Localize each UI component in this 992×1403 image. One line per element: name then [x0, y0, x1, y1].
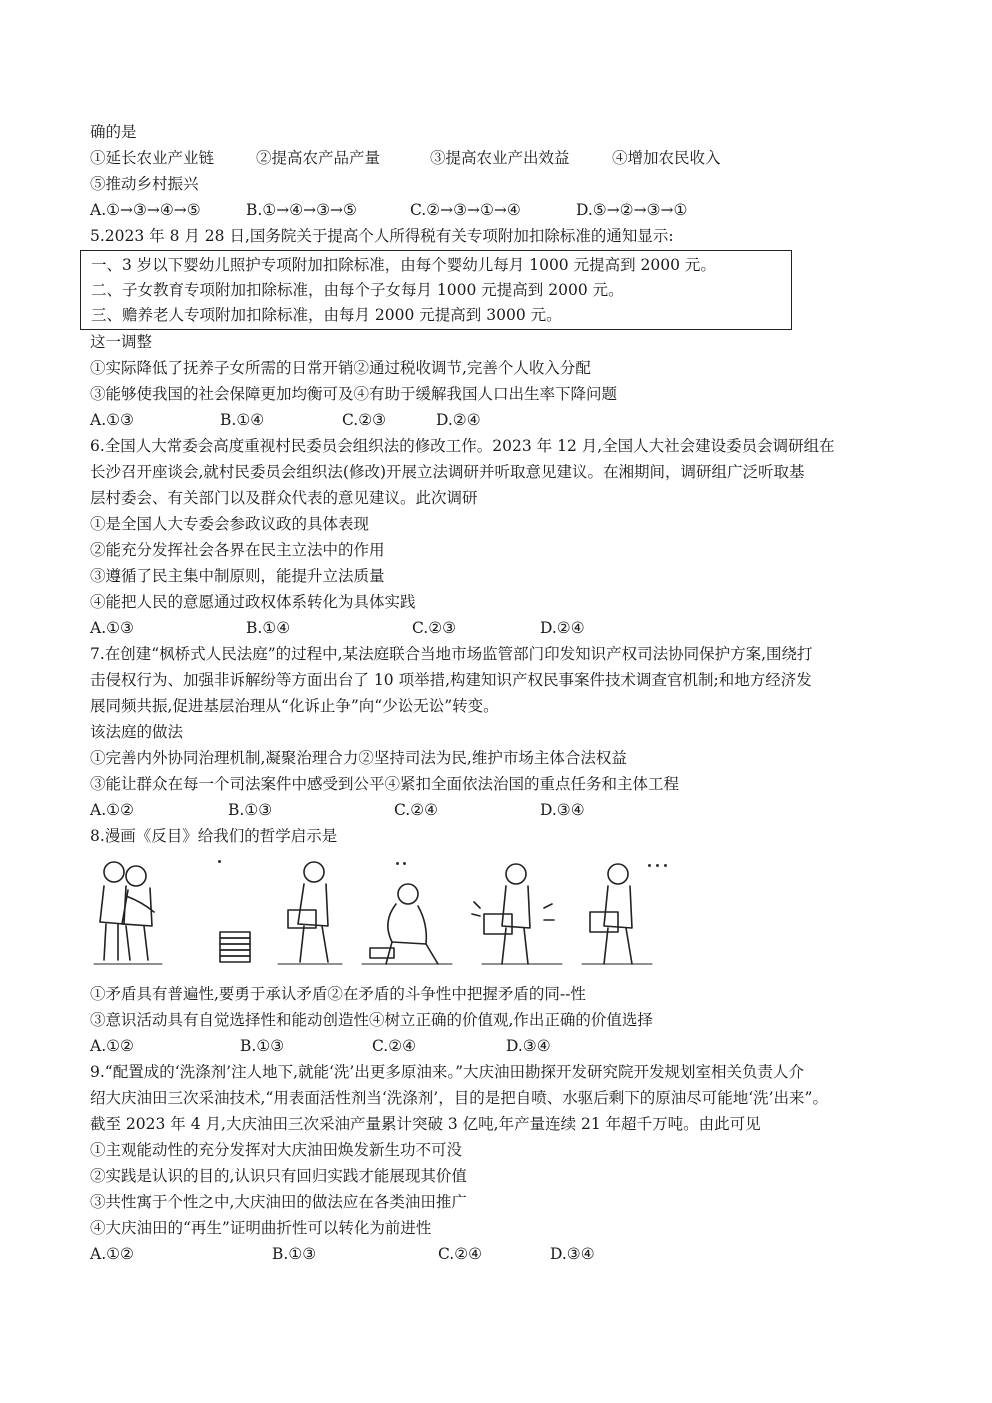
comic-dot [218, 860, 221, 863]
q9-stem-line-1: 9.“配置成的‘洗涤剂’注人地下,就能‘洗’出更多原油来。”大庆油田勘探开发研究院开发规划室相关负责人介 [90, 1063, 805, 1081]
comic-dot [403, 862, 406, 865]
q7-items-line-1: ①完善内外协同治理机制,凝聚治理合力②坚持司法为民,维护市场主体合法权益 [90, 749, 627, 767]
q9-option-c: C.②④ [438, 1245, 483, 1263]
comic-dot [648, 864, 651, 867]
q6-option-c: C.②③ [412, 619, 457, 637]
q5-box-line-2: 二、子女教育专项附加扣除标准，由每个子女每月 1000 元提高到 2000 元。 [91, 281, 624, 299]
q7-lead: 该法庭的做法 [90, 723, 184, 741]
q9-item-4: ④大庆油田的“再生”证明曲折性可以转化为前进性 [90, 1219, 432, 1237]
q9-option-d: D.③④ [550, 1245, 595, 1263]
q4-item-5: ⑤推动乡村振兴 [90, 175, 199, 193]
q4-item-4: ④增加农民收入 [612, 149, 721, 167]
q7-option-a: A.①② [90, 801, 134, 819]
q8-items-line-2: ③意识活动具有自觉选择性和能动创造性④树立正确的价值观,作出正确的价值选择 [90, 1011, 653, 1029]
q6-stem-line-3: 层村委会、有关部门以及群众代表的意见建议。此次调研 [90, 489, 478, 507]
q8-option-b: B.①③ [240, 1037, 285, 1055]
q8-option-d: D.③④ [506, 1037, 551, 1055]
q9-item-1: ①主观能动性的充分发挥对大庆油田焕发新生功不可没 [90, 1141, 463, 1159]
comic-illustration [92, 852, 682, 972]
q7-items-line-2: ③能让群众在每一个司法案件中感受到公平④紧扣全面依法治国的重点任务和主体工程 [90, 775, 680, 793]
q4-item-3: ③提高农业产出效益 [430, 149, 570, 167]
q7-option-b: B.①③ [228, 801, 273, 819]
q7-option-c: C.②④ [394, 801, 439, 819]
q4-option-c: C.②→③→①→④ [410, 201, 521, 219]
q5-option-d: D.②④ [436, 411, 481, 429]
q4-option-b: B.①→④→③→⑤ [246, 201, 357, 219]
q6-stem-line-2: 长沙召开座谈会,就村民委员会组织法(修改)开展立法调研并听取意见建议。在湘期间，调研组广泛听取基 [90, 463, 805, 481]
q4-item-2: ②提高农产品产量 [256, 149, 381, 167]
comic-dot [396, 862, 399, 865]
q5-material-box [80, 250, 792, 330]
comic-dot [656, 864, 659, 867]
q9-item-2: ②实践是认识的目的,认识只有回归实践才能展现其价值 [90, 1167, 467, 1185]
q5-option-b: B.①④ [220, 411, 265, 429]
q5-lead: 这一调整 [90, 333, 153, 351]
q8-items-line-1: ①矛盾具有普遍性,要勇于承认矛盾②在矛盾的斗争性中把握矛盾的同--性 [90, 985, 586, 1003]
q5-items-line-2: ③能够使我国的社会保障更加均衡可及④有助于缓解我国人口出生率下降问题 [90, 385, 618, 403]
q8-option-a: A.①② [90, 1037, 134, 1055]
q7-stem-line-2: 击侵权行为、加强非诉解纷等方面出台了 10 项举措,构建知识产权民事案件技术调查官机制;和地方经济发 [90, 671, 812, 689]
q4-option-a: A.①→③→④→⑤ [90, 201, 201, 219]
q7-option-d: D.③④ [540, 801, 585, 819]
q9-option-a: A.①② [90, 1245, 134, 1263]
q9-stem-line-2: 绍大庆油田三次采油技术,“用表面活性剂当‘洗涤剂’，目的是把自喷、水驱后剩下的原油尽可能地‘洗’出来”。 [90, 1089, 828, 1107]
q5-box-line-1: 一、3 岁以下婴幼儿照护专项附加扣除标准，由每个婴幼儿每月 1000 元提高到 2000 元。 [91, 256, 716, 274]
q9-option-b: B.①③ [272, 1245, 317, 1263]
q6-item-4: ④能把人民的意愿通过政权体系转化为具体实践 [90, 593, 416, 611]
q8-option-c: C.②④ [372, 1037, 417, 1055]
q7-stem-line-1: 7.在创建“枫桥式人民法庭”的过程中,某法庭联合当地市场监管部门印发知识产权司法协同保护方案,围绕打 [90, 645, 813, 663]
q9-item-3: ③共性寓于个性之中,大庆油田的做法应在各类油田推广 [90, 1193, 467, 1211]
q4-option-d: D.⑤→②→③→① [576, 201, 688, 219]
q4-stem-tail: 确的是 [90, 123, 137, 141]
q5-option-c: C.②③ [342, 411, 387, 429]
q5-option-a: A.①③ [90, 411, 134, 429]
q6-option-a: A.①③ [90, 619, 134, 637]
q6-item-1: ①是全国人大专委会参政议政的具体表现 [90, 515, 370, 533]
q6-option-b: B.①④ [246, 619, 291, 637]
comic-drawing [92, 852, 682, 972]
q4-item-1: ①延长农业产业链 [90, 149, 215, 167]
q9-stem-line-3: 截至 2023 年 4 月,大庆油田三次采油产量累计突破 3 亿吨,年产量连续 21 年超千万吨。由此可见 [90, 1115, 761, 1133]
q6-stem-line-1: 6.全国人大常委会高度重视村民委员会组织法的修改工作。2023 年 12 月,全国人大社会建设委员会调研组在 [90, 437, 835, 455]
comic-dot [664, 864, 667, 867]
q7-stem-line-3: 展同频共振,促进基层治理从“化诉止争”向“少讼无讼”转变。 [90, 697, 499, 715]
q5-box-line-3: 三、赡养老人专项附加扣除标准，由每月 2000 元提高到 3000 元。 [91, 306, 562, 324]
q6-item-2: ②能充分发挥社会各界在民主立法中的作用 [90, 541, 385, 559]
q5-stem: 5.2023 年 8 月 28 日,国务院关于提高个人所得税有关专项附加扣除标准的通知显示: [90, 227, 674, 245]
q8-stem: 8.漫画《反目》给我们的哲学启示是 [90, 827, 338, 845]
q6-item-3: ③遵循了民主集中制原则，能提升立法质量 [90, 567, 385, 585]
q6-option-d: D.②④ [540, 619, 585, 637]
q5-items-line-1: ①实际降低了抚养子女所需的日常开销②通过税收调节,完善个人收入分配 [90, 359, 591, 377]
